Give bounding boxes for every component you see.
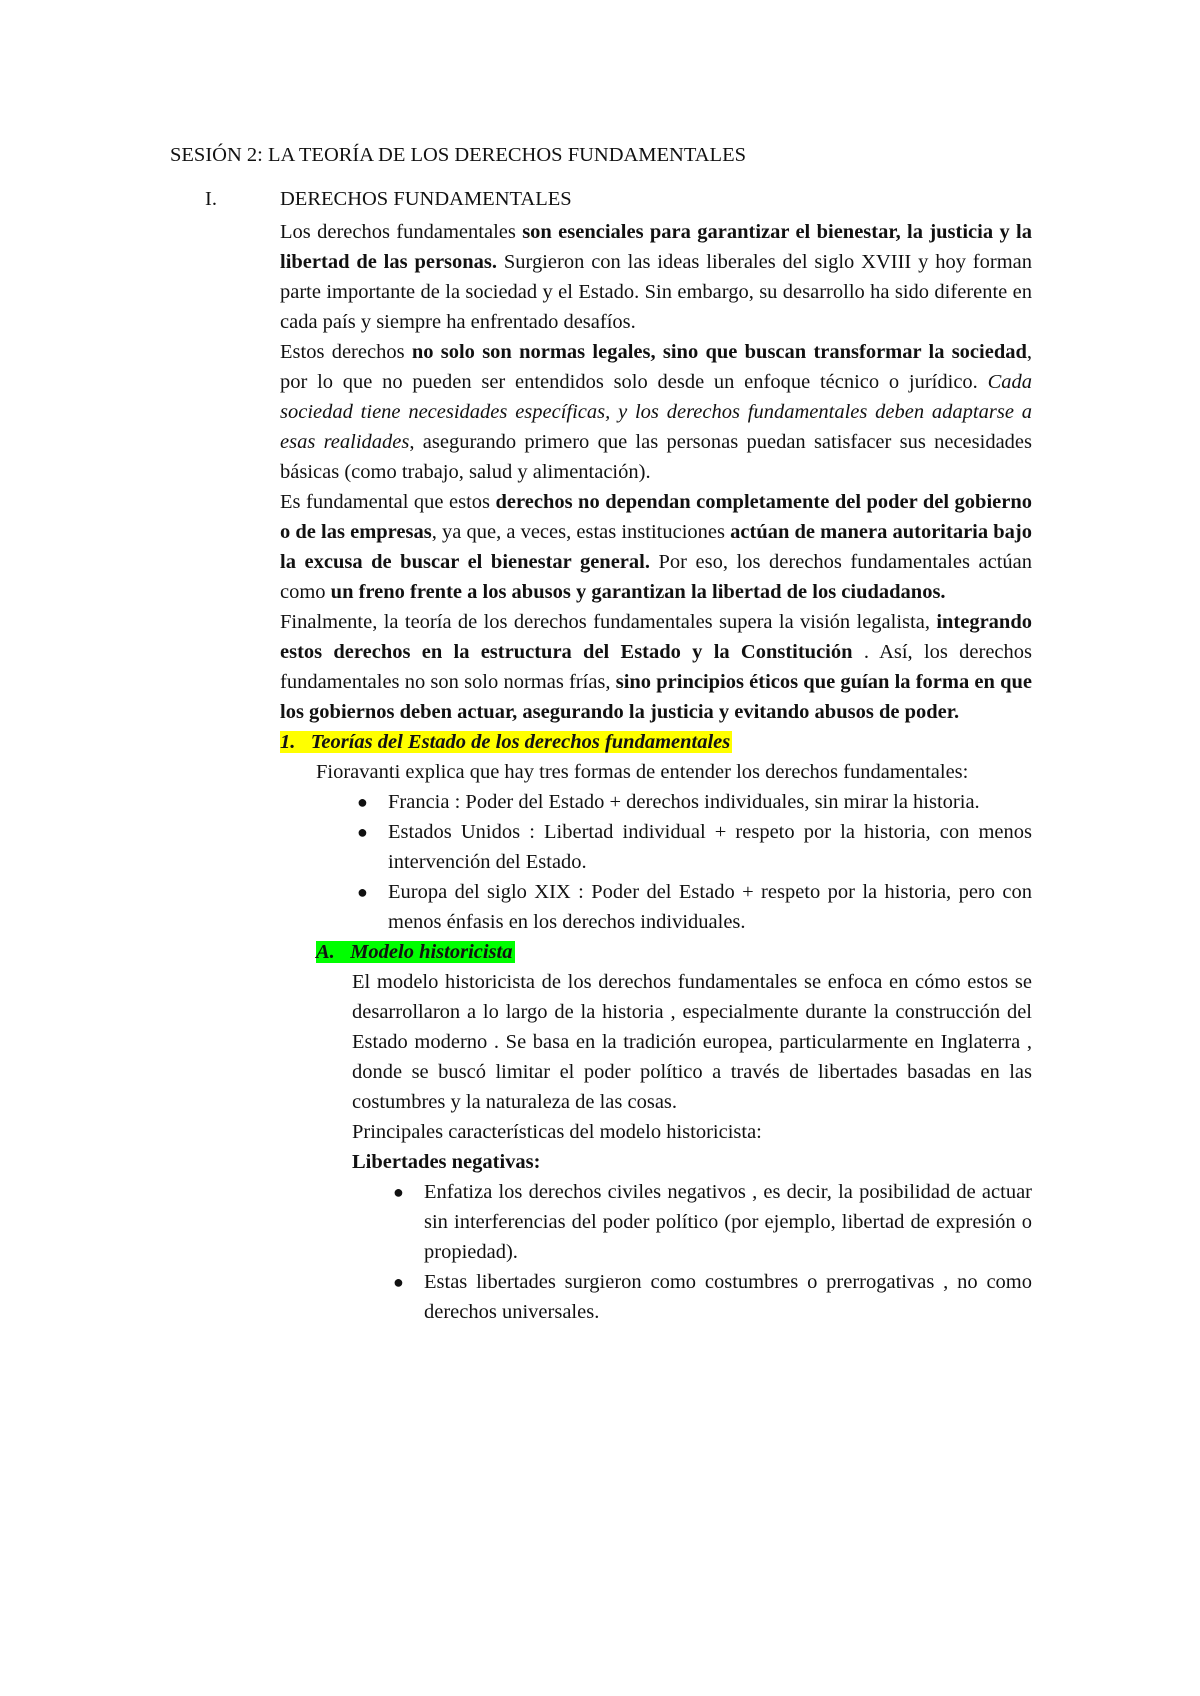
text-run: . Así, los derechos fundamentales no son solo normas frías, <box>280 641 1032 693</box>
bullet-icon: ● <box>393 1182 404 1202</box>
list-item-text: Estados Unidos : Libertad individual + respeto por la historia, con menos intervención del Estado. <box>388 821 1032 873</box>
bold-text: no solo son normas legales, sino que buscan transformar la sociedad <box>411 341 1027 363</box>
features-label: Principales características del modelo historicista: <box>352 1121 762 1143</box>
body-paragraph <box>280 217 1032 337</box>
text-run: Finalmente, la teoría de los derechos fundamentales supera la visión legalista, <box>280 611 937 633</box>
bold-text: sino principios éticos que guían la forma en que los gobiernos deben actuar, asegurando la justicia y evitando abusos de poder. <box>280 671 1032 723</box>
bold-text: derechos no dependan completamente del poder del gobierno o de las empresas <box>280 491 1033 543</box>
bullet-list-features <box>280 1177 1032 1327</box>
list-item <box>357 817 1032 877</box>
body-paragraph <box>280 487 1032 607</box>
subsection-1-heading <box>280 727 1032 757</box>
negative-liberties-label: Libertades negativas: <box>352 1151 541 1173</box>
bullet-list-theories <box>280 787 1032 937</box>
subsection-a-intro: El modelo historicista de los derechos fundamentales se enfoca en cómo estos se desarrollaron a lo largo de la historia , especialmente durante la construcción del Estado moderno . Se basa en la tradición europea, particularmente en Inglaterra , donde se buscó limitar el poder político a través de libertades basadas en las costumbres y la naturaleza de las cosas. <box>352 971 1032 1113</box>
text-run: Surgieron con las ideas liberales del siglo XVIII y hoy forman parte importante de la sociedad y el Estado. Sin embargo, su desarrollo ha sido diferente en cada país y siempre ha enfrentado desafíos. <box>280 251 1032 333</box>
list-item <box>357 877 1032 937</box>
body-paragraph <box>280 607 1032 727</box>
bold-text: son esenciales para garantizar el bienestar, la justicia y la libertad de las personas. <box>280 221 1032 273</box>
list-item-text: Estas libertades surgieron como costumbres o prerrogativas , no como derechos universales. <box>424 1271 1032 1323</box>
bullet-icon: ● <box>393 1272 404 1292</box>
list-item-text: Enfatiza los derechos civiles negativos , es decir, la posibilidad de actuar sin interferencias del poder político (por ejemplo, libertad de expresión o propiedad). <box>424 1181 1032 1263</box>
text-run: Los derechos fundamentales <box>280 221 523 243</box>
highlighted-heading <box>280 731 732 753</box>
document-title: SESIÓN 2: LA TEORÍA DE LOS DERECHOS FUNDAMENTALES <box>170 144 746 166</box>
bold-text: un freno frente a los abusos y garantizan la libertad de los ciudadanos. <box>330 581 946 603</box>
text-run: Estos derechos <box>280 341 412 363</box>
list-item <box>357 787 1032 817</box>
subsection-a-heading <box>316 937 1032 967</box>
subsection-1-intro: Fioravanti explica que hay tres formas de entender los derechos fundamentales: <box>316 761 969 783</box>
bold-text: actúan de manera autoritaria bajo la excusa de buscar el bienestar general. <box>280 521 1032 573</box>
text-run: Es fundamental que estos <box>280 491 496 513</box>
text-run: , ya que, a veces, estas instituciones <box>431 521 731 543</box>
subsection-number: A. <box>316 941 335 963</box>
subsection-title: Teorías del Estado de los derechos fundamentales <box>310 731 731 753</box>
italic-text: Cada sociedad tiene necesidades específicas, y los derechos fundamentales deben adaptarse a esas realidades <box>280 371 1032 453</box>
list-item-text: Francia : Poder del Estado + derechos individuales, sin mirar la historia. <box>388 791 980 813</box>
highlighted-heading <box>316 941 515 963</box>
bullet-icon: ● <box>357 792 368 812</box>
section-number: I. <box>205 188 217 210</box>
text-run: , por lo que no pueden ser entendidos solo desde un enfoque técnico o jurídico. <box>280 341 1033 393</box>
body-paragraph <box>280 337 1032 487</box>
document-body <box>280 217 1032 1327</box>
bullet-icon: ● <box>357 882 368 902</box>
text-run: Por eso, los derechos fundamentales actúan como <box>280 551 1032 603</box>
subsection-title: Modelo historicista <box>350 941 513 963</box>
section-title: DERECHOS FUNDAMENTALES <box>280 188 572 210</box>
list-item <box>393 1267 1032 1327</box>
bullet-icon: ● <box>357 822 368 842</box>
bold-text: integrando estos derechos en la estructura del Estado y la Constitución <box>280 611 1032 663</box>
intro-paragraphs <box>280 217 1032 727</box>
subsection-number: 1. <box>280 731 296 753</box>
list-item-text: Europa del siglo XIX : Poder del Estado + respeto por la historia, pero con menos énfasis en los derechos individuales. <box>388 881 1032 933</box>
list-item <box>393 1177 1032 1267</box>
text-run: , asegurando primero que las personas puedan satisfacer sus necesidades básicas (como trabajo, salud y alimentación). <box>280 431 1033 483</box>
